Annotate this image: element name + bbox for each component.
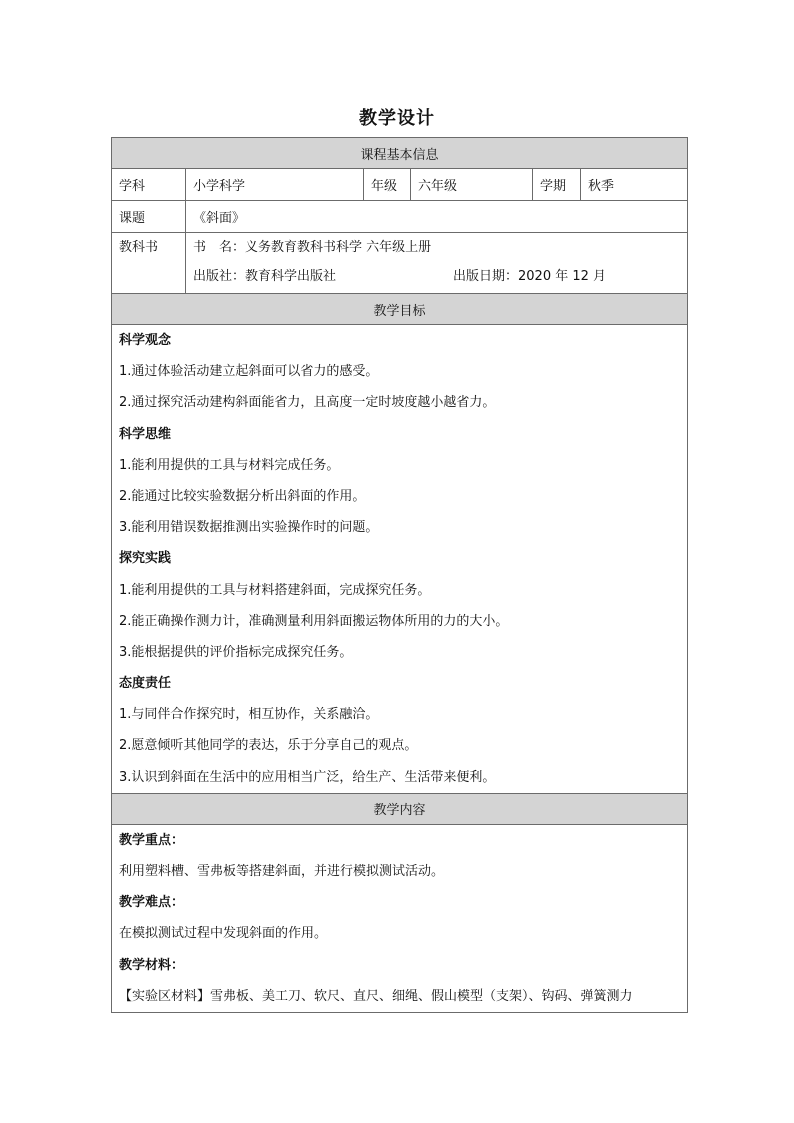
basic-info-header-row bbox=[112, 138, 688, 169]
content-row bbox=[112, 824, 688, 1012]
lesson-plan-table bbox=[111, 137, 688, 1013]
objective-section-title: 探究实践 bbox=[119, 551, 172, 567]
materials-title: 教学材料： bbox=[119, 957, 185, 973]
basic-info-header: 课程基本信息 bbox=[112, 138, 688, 169]
textbook-details bbox=[186, 233, 688, 294]
objective-item: 2.愿意倾听其他同学的表达，乐于分享自己的观点。 bbox=[119, 738, 418, 754]
key-point-text: 利用塑料槽、雪弗板等搭建斜面，并进行模拟测试活动。 bbox=[119, 864, 445, 879]
objective-item: 2.能正确操作测力计，准确测量利用斜面搬运物体所用的力的大小。 bbox=[119, 613, 509, 629]
objective-item: 1.与同伴合作探究时，相互协作，关系融洽。 bbox=[119, 707, 379, 723]
publisher-line bbox=[193, 262, 680, 291]
topic-label: 课题 bbox=[112, 201, 186, 233]
document-title: 教学设计 bbox=[359, 108, 435, 129]
textbook-label-cell bbox=[112, 233, 186, 294]
objective-item: 1.能利用提供的工具与材料完成任务。 bbox=[119, 457, 340, 473]
difficulty-title: 教学难点： bbox=[119, 895, 185, 911]
objective-item: 3.能利用错误数据推测出实验操作时的问题。 bbox=[119, 520, 379, 536]
objectives-content bbox=[112, 325, 688, 794]
objectives-header-row bbox=[112, 294, 688, 325]
teaching-content bbox=[112, 824, 688, 1012]
subject-value: 小学科学 bbox=[186, 169, 364, 201]
topic-row bbox=[112, 201, 688, 233]
objective-item: 1.通过体验活动建立起斜面可以省力的感受。 bbox=[119, 364, 379, 380]
objective-section-title: 科学观念 bbox=[119, 333, 172, 348]
term-label: 学期 bbox=[533, 169, 581, 201]
textbook-row bbox=[112, 233, 688, 294]
objectives-row bbox=[112, 325, 688, 794]
objective-item: 2.能通过比较实验数据分析出斜面的作用。 bbox=[119, 488, 366, 504]
book-name: 书 名：义务教育教科书科学 六年级上册 bbox=[193, 240, 432, 255]
publisher: 出版社：教育科学出版社 bbox=[193, 269, 337, 284]
content-header-row bbox=[112, 793, 688, 824]
grade-value: 六年级 bbox=[411, 169, 533, 201]
textbook-label: 教科书 bbox=[119, 240, 159, 255]
objective-item: 3.认识到斜面在生活中的应用相当广泛，给生产、生活带来便利。 bbox=[119, 769, 496, 785]
objective-item: 3.能根据提供的评价指标完成探究任务。 bbox=[119, 644, 353, 660]
grade-label: 年级 bbox=[364, 169, 411, 201]
objective-item: 1.能利用提供的工具与材料搭建斜面，完成探究任务。 bbox=[119, 582, 431, 598]
content-header: 教学内容 bbox=[112, 793, 688, 824]
topic-value: 《斜面》 bbox=[186, 201, 688, 233]
materials-text: 【实验区材料】雪弗板、美工刀、软尺、直尺、细绳、假山模型（支架）、钩码、弹簧测力 bbox=[119, 988, 633, 1004]
subject-row bbox=[112, 169, 688, 201]
term-value: 秋季 bbox=[581, 169, 688, 201]
subject-label: 学科 bbox=[112, 169, 186, 201]
objective-section-title: 科学思维 bbox=[119, 426, 172, 442]
key-point-title: 教学重点： bbox=[119, 832, 185, 848]
objectives-header: 教学目标 bbox=[112, 294, 688, 325]
objective-section-title: 态度责任 bbox=[119, 676, 172, 692]
difficulty-text: 在模拟测试过程中发现斜面的作用。 bbox=[119, 926, 328, 942]
objective-item: 2.通过探究活动建构斜面能省力，且高度一定时坡度越小越省力。 bbox=[119, 395, 496, 411]
publication-date: 出版日期：2020 年 12 月 bbox=[453, 269, 607, 284]
